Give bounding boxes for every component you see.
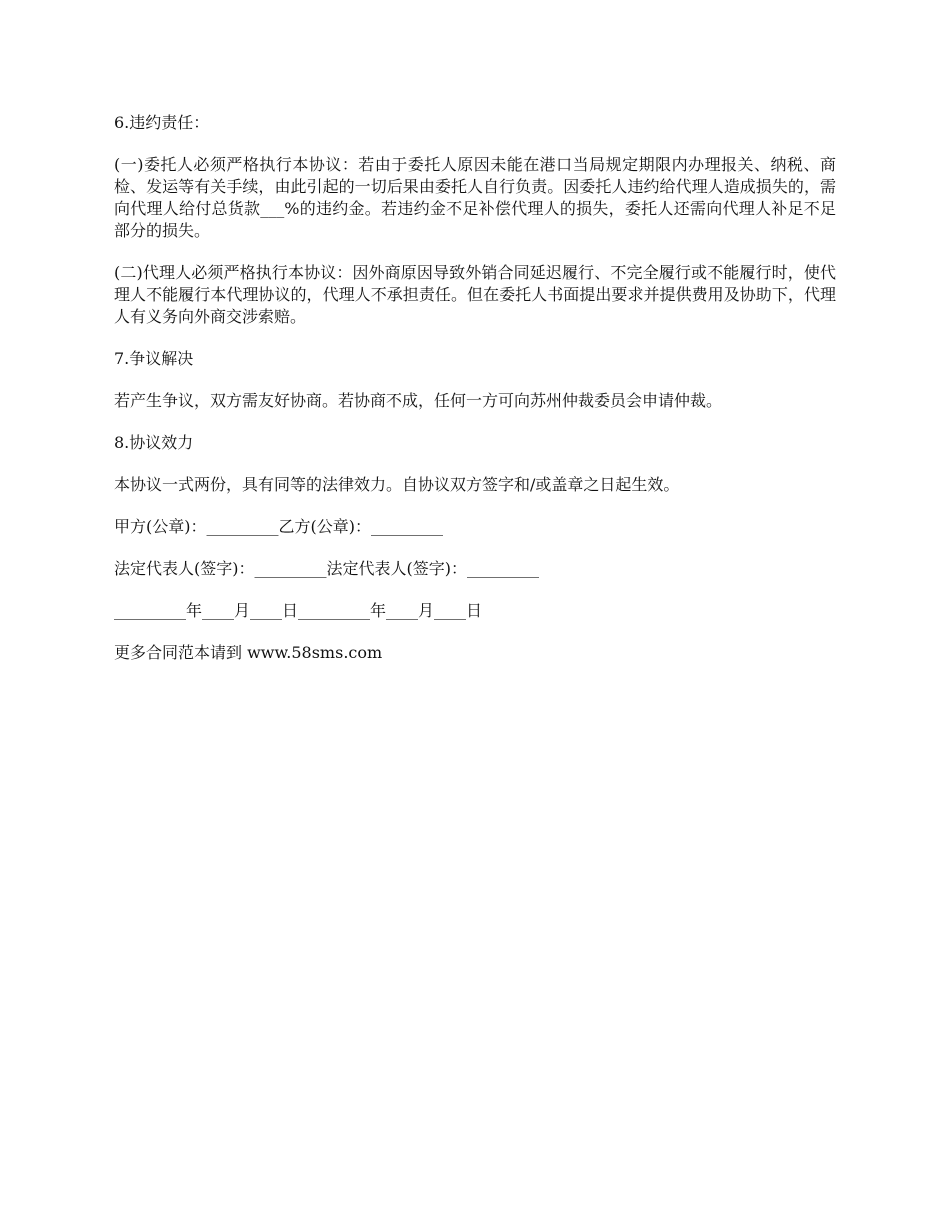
document-page xyxy=(114,112,836,684)
section-8-title: 8.协议效力 xyxy=(114,433,194,452)
seal-line: 甲方(公章)：_________乙方(公章)：_________ xyxy=(114,517,443,536)
section-7-title: 7.争议解决 xyxy=(114,349,194,368)
signature-line: 法定代表人(签字)：_________法定代表人(签字)：_________ xyxy=(114,559,539,578)
section-7-paragraph: 若产生争议，双方需友好协商。若协商不成，任何一方可向苏州仲裁委员会申请仲裁。 xyxy=(114,391,723,410)
date-line: _________年____月____日_________年____月____日 xyxy=(114,601,483,620)
section-6-paragraph-2: (二)代理人必须严格执行本协议：因外商原因导致外销合同延迟履行、不完全履行或不能履行时，使代理人不能履行本代理协议的，代理人不承担责任。但在委托人书面提出要求并提供费用及协助下，代理人有义务向外商交涉索赔。 xyxy=(114,263,836,326)
section-8-paragraph: 本协议一式两份，具有同等的法律效力。自协议双方签字和/或盖章之日起生效。 xyxy=(114,475,680,494)
section-6-paragraph-1: (一)委托人必须严格执行本协议：若由于委托人原因未能在港口当局规定期限内办理报关、纳税、商检、发运等有关手续，由此引起的一切后果由委托人自行负责。因委托人违约给代理人造成损失的，需向代理人给付总货款___%的违约金。若违约金不足补偿代理人的损失，委托人还需向代理人补足不足部分的损失。 xyxy=(114,155,836,240)
section-6-title: 6.违约责任： xyxy=(114,113,210,132)
footer-link-text: 更多合同范本请到 www.58sms.com xyxy=(114,643,383,662)
